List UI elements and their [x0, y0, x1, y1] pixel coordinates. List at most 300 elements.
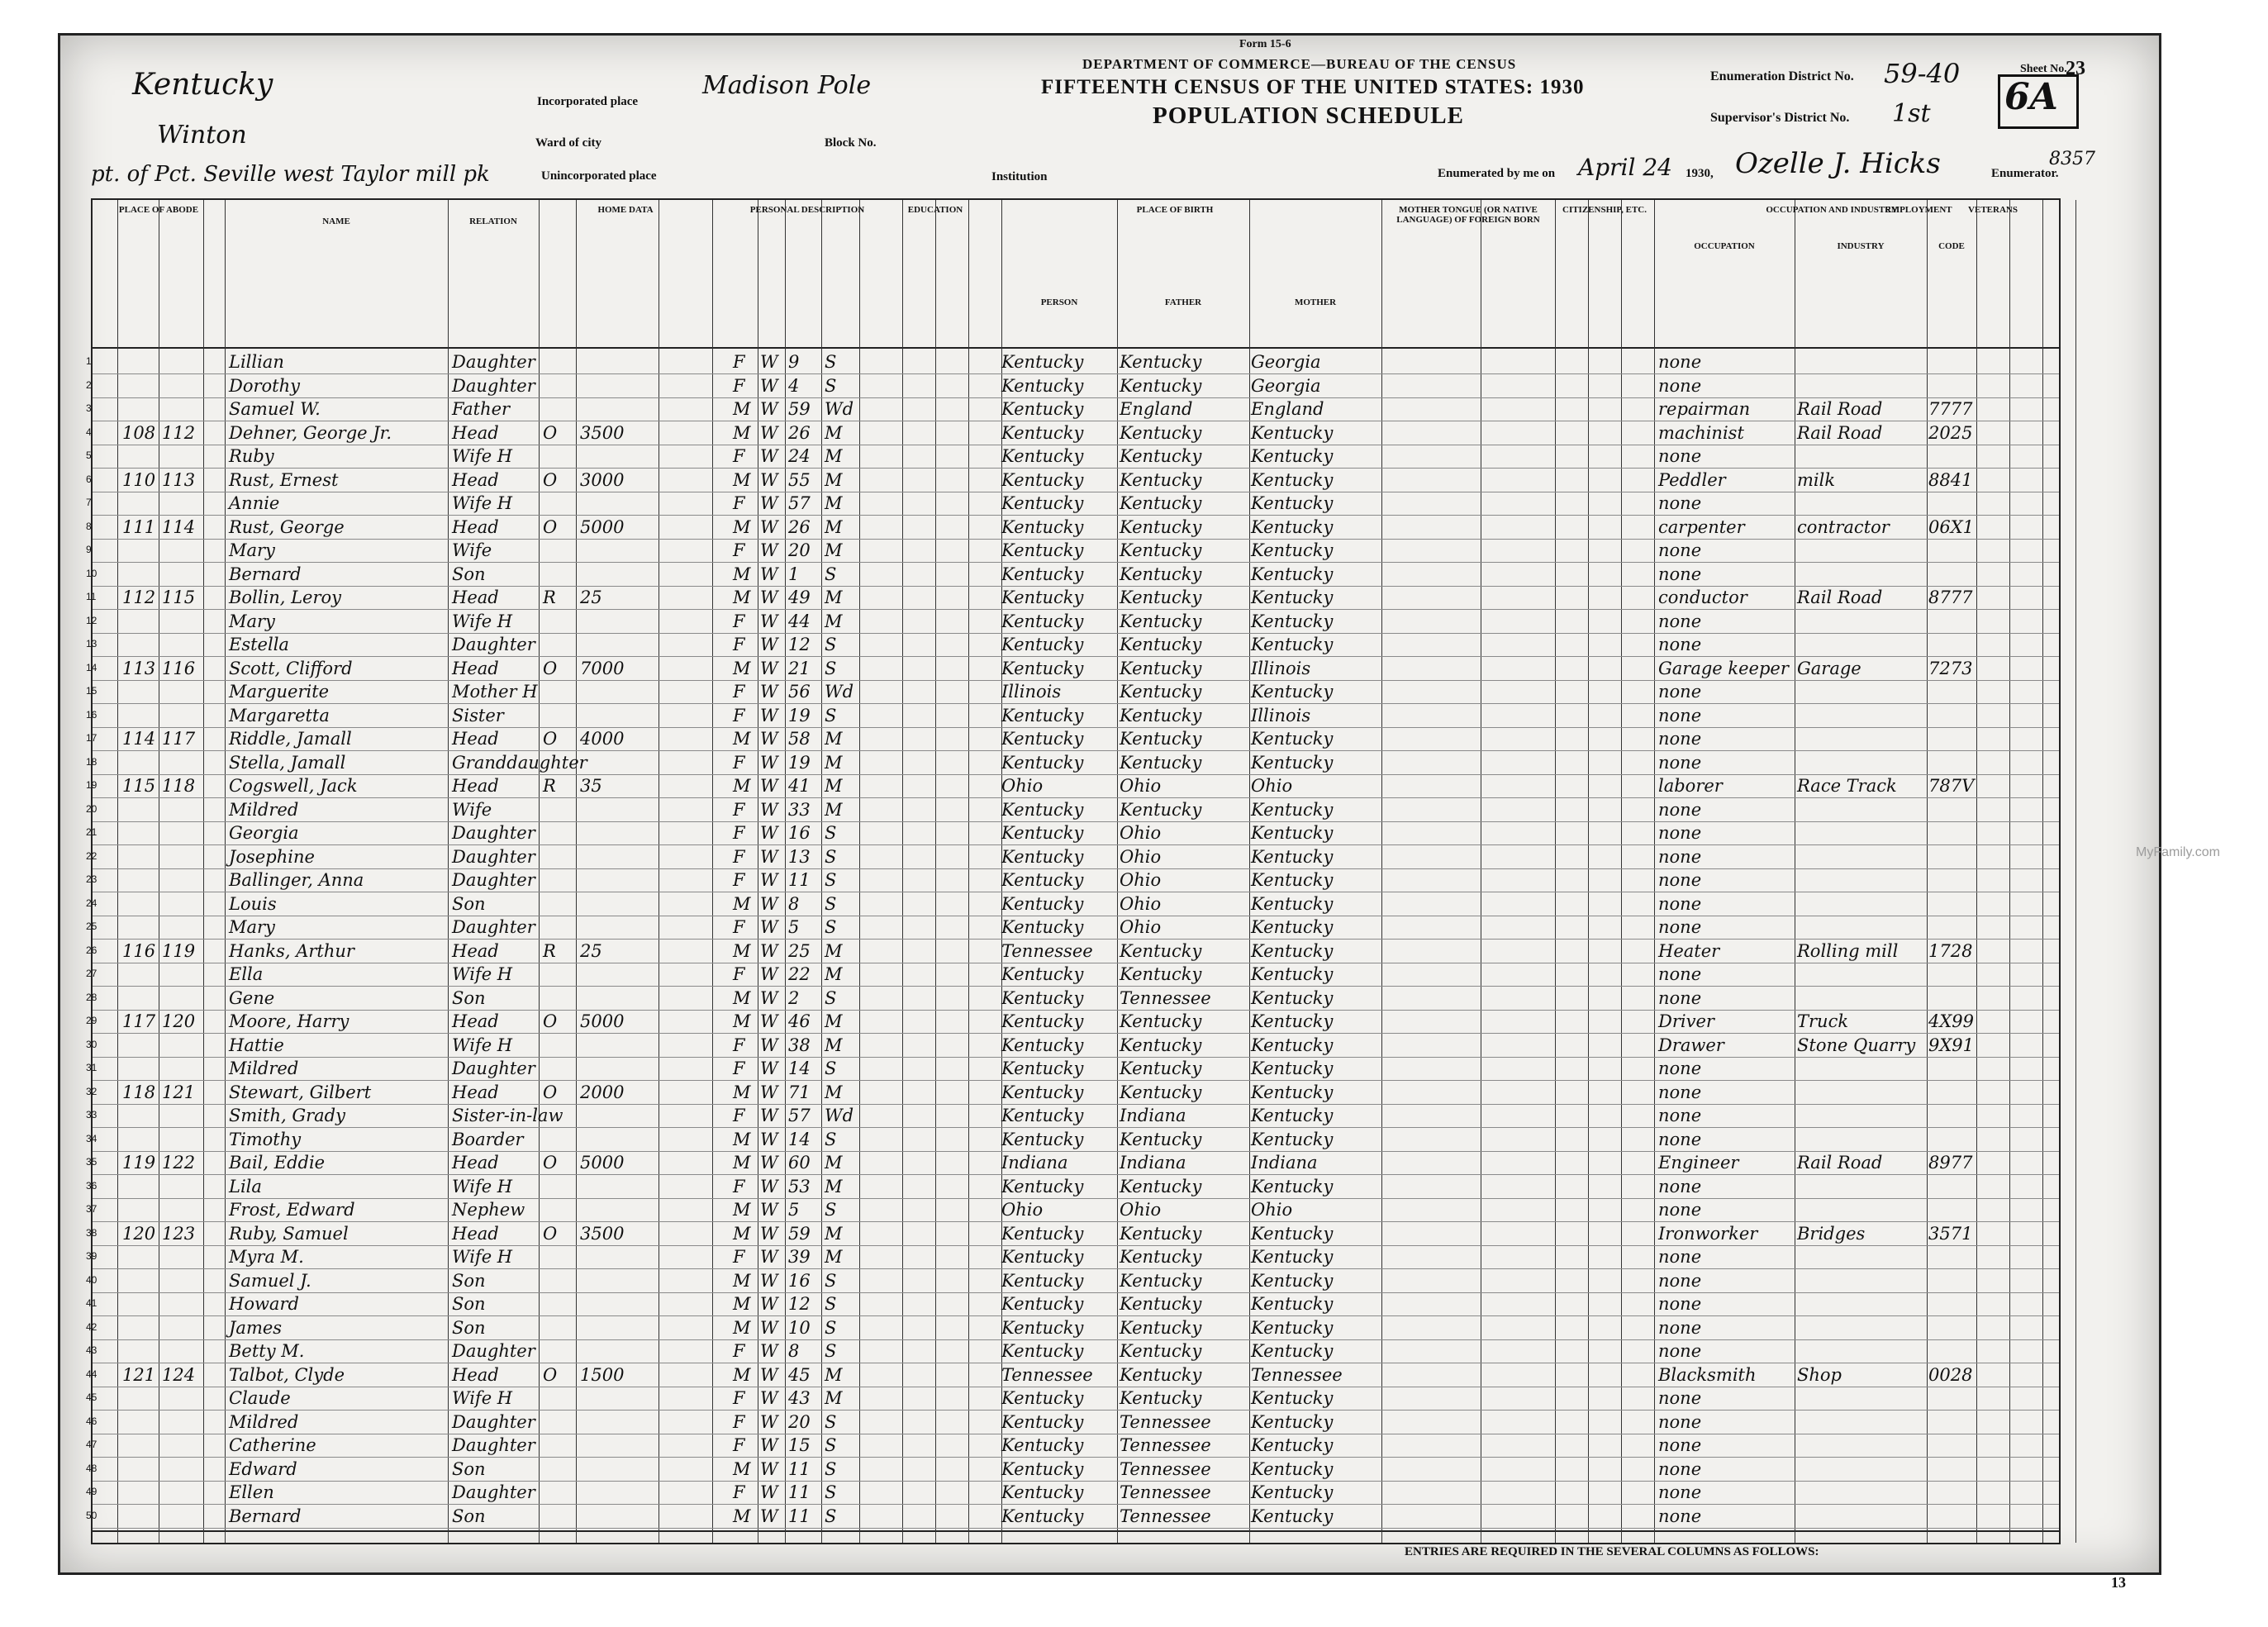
- row-occ: none: [1658, 917, 1702, 937]
- row-occ: laborer: [1658, 776, 1723, 796]
- row-line: 35: [86, 1156, 97, 1168]
- row-line: 3: [86, 402, 92, 414]
- row-dw: 115: [122, 776, 156, 796]
- row-line: 38: [86, 1226, 97, 1239]
- row-name: Bollin, Leroy: [229, 588, 342, 607]
- row-mb: Kentucky: [1251, 917, 1334, 937]
- row-name: Mary: [229, 540, 275, 560]
- row-name: Rust, Ernest: [229, 469, 339, 490]
- row-rel: Wife H: [452, 446, 513, 466]
- row-fam: 118: [162, 776, 196, 796]
- row-ind: Shop: [1797, 1364, 1842, 1385]
- enumeration-district-label: Enumeration District No.: [1710, 69, 1854, 83]
- row-val: 1500: [580, 1364, 625, 1385]
- enumerated-on-label: Enumerated by me on: [1438, 167, 1556, 180]
- row-sex: M: [733, 940, 751, 961]
- row-line: 23: [86, 873, 97, 885]
- row-pb: Kentucky: [1001, 917, 1084, 937]
- row-pb: Illinois: [1001, 682, 1062, 702]
- row-race: W: [760, 540, 778, 560]
- row-fb: Ohio: [1120, 1200, 1162, 1220]
- row-fb: Kentucky: [1120, 1129, 1202, 1149]
- row-mb: Kentucky: [1251, 1247, 1334, 1267]
- row-race: W: [760, 375, 778, 396]
- row-rel: Son: [452, 987, 486, 1008]
- row-mb: Georgia: [1251, 352, 1321, 372]
- row-fb: Ohio: [1120, 870, 1162, 890]
- row-rel: Sister-in-law: [452, 1106, 563, 1125]
- row-line: 37: [86, 1203, 97, 1215]
- row-rel: Son: [452, 893, 486, 914]
- row-age: 8: [788, 1341, 800, 1361]
- row-mb: Kentucky: [1251, 1082, 1334, 1102]
- row-ms: S: [825, 1129, 837, 1149]
- row-name: Estella: [229, 635, 289, 654]
- row-mb: England: [1251, 399, 1324, 419]
- row-pb: Kentucky: [1001, 1011, 1084, 1031]
- row-code: 8977: [1928, 1153, 1973, 1173]
- row-occ: none: [1658, 611, 1702, 631]
- row-own: R: [543, 940, 556, 961]
- row-age: 59: [788, 1223, 811, 1244]
- row-rel: Wife H: [452, 1035, 513, 1055]
- row-name: Claude: [229, 1388, 291, 1408]
- row-pb: Kentucky: [1001, 1129, 1084, 1149]
- row-ms: M: [825, 799, 843, 820]
- header-person: PERSON: [1040, 297, 1078, 307]
- row-age: 45: [788, 1364, 811, 1385]
- row-fb: Kentucky: [1120, 516, 1202, 537]
- row-name: Stella, Jamall: [229, 752, 346, 773]
- row-own: O: [543, 1364, 558, 1385]
- enumerator-number: 8357: [2049, 149, 2095, 169]
- table-row: [86, 987, 2059, 1010]
- row-race: W: [760, 1153, 778, 1173]
- row-own: O: [543, 729, 558, 749]
- row-fam: 116: [162, 658, 196, 678]
- row-val: 4000: [580, 729, 625, 749]
- header-code: CODE: [1938, 241, 1965, 251]
- row-race: W: [760, 422, 778, 443]
- row-race: W: [760, 1223, 778, 1244]
- row-ms: S: [825, 1435, 837, 1455]
- row-line: 45: [86, 1392, 97, 1403]
- row-ind: Garage: [1797, 658, 1861, 678]
- header-occupation-industry: OCCUPATION AND INDUSTRY: [1766, 205, 1898, 215]
- county-value: Winton: [157, 121, 247, 150]
- row-rel: Daughter: [452, 375, 535, 396]
- table-row: [86, 539, 2059, 562]
- table-row: [86, 586, 2059, 609]
- row-sex: F: [733, 1106, 745, 1125]
- row-pb: Kentucky: [1001, 352, 1084, 372]
- row-own: O: [543, 1011, 558, 1031]
- row-mb: Kentucky: [1251, 1129, 1334, 1149]
- table-row: [86, 963, 2059, 986]
- ward-label: Ward of city: [535, 136, 601, 150]
- row-val: 5000: [580, 516, 625, 537]
- row-fb: Kentucky: [1120, 1270, 1202, 1291]
- row-sex: F: [733, 799, 745, 820]
- row-name: Georgia: [229, 823, 299, 843]
- row-race: W: [760, 446, 778, 466]
- row-rel: Wife H: [452, 611, 513, 631]
- row-sex: M: [733, 1364, 751, 1385]
- row-mb: Tennessee: [1251, 1364, 1343, 1385]
- row-sex: F: [733, 493, 745, 513]
- row-pb: Kentucky: [1001, 799, 1084, 820]
- row-age: 19: [788, 752, 811, 773]
- header-name: NAME: [322, 216, 350, 226]
- row-dw: 120: [122, 1223, 156, 1244]
- row-sex: F: [733, 823, 745, 843]
- row-fb: Kentucky: [1120, 540, 1202, 560]
- row-rel: Daughter: [452, 1059, 535, 1078]
- row-fb: Ohio: [1120, 823, 1162, 843]
- row-name: Ellen: [229, 1482, 274, 1502]
- row-age: 14: [788, 1059, 811, 1078]
- row-sex: M: [733, 1082, 751, 1102]
- row-rel: Sister: [452, 705, 504, 725]
- row-occ: none: [1658, 564, 1702, 584]
- row-name: Ruby, Samuel: [229, 1223, 349, 1244]
- row-pb: Kentucky: [1001, 1223, 1084, 1244]
- row-ms: S: [825, 1317, 837, 1338]
- row-mb: Illinois: [1251, 658, 1311, 678]
- row-age: 55: [788, 469, 811, 490]
- row-line: 17: [86, 732, 97, 744]
- row-ind: Bridges: [1797, 1223, 1866, 1244]
- row-race: W: [760, 352, 778, 372]
- row-name: Annie: [229, 493, 280, 513]
- row-rel: Mother H: [452, 682, 538, 702]
- row-mb: Illinois: [1251, 705, 1311, 725]
- row-ms: S: [825, 987, 837, 1008]
- row-rel: Son: [452, 1294, 486, 1314]
- row-rel: Head: [452, 588, 499, 607]
- row-code: 7273: [1928, 658, 1973, 678]
- row-mb: Kentucky: [1251, 1458, 1334, 1479]
- row-age: 46: [788, 1011, 811, 1031]
- header-place-of-abode: PLACE OF ABODE: [118, 205, 199, 215]
- row-occ: none: [1658, 987, 1702, 1008]
- row-age: 19: [788, 705, 811, 725]
- row-fb: Tennessee: [1120, 1458, 1211, 1479]
- footer-note: ENTRIES ARE REQUIRED IN THE SEVERAL COLUMNS AS FOLLOWS:: [1405, 1545, 1819, 1558]
- row-race: W: [760, 1458, 778, 1479]
- row-own: O: [543, 658, 558, 678]
- row-name: Catherine: [229, 1435, 316, 1455]
- row-age: 56: [788, 682, 811, 702]
- table-row: [86, 1081, 2059, 1104]
- row-line: 22: [86, 849, 97, 862]
- row-age: 22: [788, 964, 811, 984]
- row-rel: Head: [452, 776, 499, 796]
- row-race: W: [760, 1341, 778, 1361]
- row-occ: none: [1658, 1411, 1702, 1432]
- row-mb: Kentucky: [1251, 1035, 1334, 1055]
- row-pb: Kentucky: [1001, 1506, 1084, 1526]
- row-sex: F: [733, 705, 745, 725]
- row-sex: M: [733, 1153, 751, 1173]
- row-rel: Daughter: [452, 823, 535, 843]
- row-ms: M: [825, 516, 843, 537]
- row-mb: Kentucky: [1251, 870, 1334, 890]
- row-fam: 120: [162, 1011, 196, 1031]
- row-ms: M: [825, 1035, 843, 1055]
- table-row: [86, 563, 2059, 586]
- row-fb: Indiana: [1120, 1106, 1186, 1125]
- row-occ: Garage keeper: [1658, 658, 1789, 678]
- table-row: [86, 1222, 2059, 1245]
- row-ms: S: [825, 564, 837, 584]
- row-sex: F: [733, 1482, 745, 1502]
- row-occ: none: [1658, 729, 1702, 749]
- table-row: [86, 1505, 2059, 1528]
- header-employment: EMPLOYMENT: [1885, 205, 1952, 215]
- row-race: W: [760, 658, 778, 678]
- form-number: Form 15-6: [1239, 38, 1291, 50]
- row-ms: M: [825, 422, 843, 443]
- table-row: [86, 845, 2059, 868]
- watermark: MyFamily.com: [2136, 845, 2220, 859]
- row-line: 32: [86, 1085, 97, 1097]
- row-race: W: [760, 752, 778, 773]
- row-age: 9: [788, 352, 800, 372]
- row-pb: Kentucky: [1001, 1247, 1084, 1267]
- row-occ: none: [1658, 1341, 1702, 1361]
- row-sex: F: [733, 635, 745, 654]
- row-line: 5: [86, 450, 92, 461]
- row-ind: Rail Road: [1797, 588, 1883, 607]
- row-race: W: [760, 516, 778, 537]
- row-fb: Kentucky: [1120, 705, 1202, 725]
- row-fb: Ohio: [1120, 846, 1162, 867]
- row-fb: Indiana: [1120, 1153, 1186, 1173]
- header-education: EDUCATION: [907, 205, 963, 215]
- row-race: W: [760, 635, 778, 654]
- row-name: Gene: [229, 987, 275, 1008]
- row-age: 60: [788, 1153, 811, 1173]
- row-pb: Kentucky: [1001, 540, 1084, 560]
- row-pb: Kentucky: [1001, 823, 1084, 843]
- row-sex: M: [733, 1223, 751, 1244]
- row-age: 13: [788, 846, 811, 867]
- row-line: 2: [86, 378, 92, 391]
- row-name: Mildred: [229, 799, 299, 820]
- row-pb: Kentucky: [1001, 588, 1084, 607]
- table-row: [86, 1316, 2059, 1339]
- row-line: 28: [86, 991, 97, 1003]
- row-mb: Kentucky: [1251, 729, 1334, 749]
- row-race: W: [760, 823, 778, 843]
- row-ms: S: [825, 1411, 837, 1432]
- row-race: W: [760, 846, 778, 867]
- table-row: [86, 1363, 2059, 1387]
- row-name: Mary: [229, 611, 275, 631]
- header-father: FATHER: [1164, 297, 1202, 307]
- row-age: 1: [788, 564, 800, 584]
- row-sex: M: [733, 1317, 751, 1338]
- row-occ: none: [1658, 1129, 1702, 1149]
- row-pb: Kentucky: [1001, 516, 1084, 537]
- row-rule: [93, 1528, 2059, 1529]
- row-race: W: [760, 964, 778, 984]
- row-name: Louis: [229, 893, 277, 914]
- row-mb: Kentucky: [1251, 1223, 1334, 1244]
- row-line: 33: [86, 1109, 97, 1120]
- row-race: W: [760, 1011, 778, 1031]
- supervisor-district-label: Supervisor's District No.: [1710, 111, 1850, 125]
- row-age: 16: [788, 1270, 811, 1291]
- row-occ: carpenter: [1658, 516, 1745, 537]
- row-fb: Kentucky: [1120, 422, 1202, 443]
- row-rel: Daughter: [452, 1411, 535, 1432]
- row-pb: Ohio: [1001, 1200, 1044, 1220]
- table-row: [86, 657, 2059, 680]
- row-age: 10: [788, 1317, 811, 1338]
- enumerator-name: Ozelle J. Hicks: [1735, 147, 1941, 180]
- row-ms: S: [825, 352, 837, 372]
- row-pb: Kentucky: [1001, 752, 1084, 773]
- row-ms: M: [825, 469, 843, 490]
- row-pb: Kentucky: [1001, 1106, 1084, 1125]
- row-name: Marguerite: [229, 682, 330, 702]
- row-ms: S: [825, 658, 837, 678]
- row-line: 19: [86, 779, 97, 791]
- row-code: 8777: [1928, 588, 1973, 607]
- row-pb: Kentucky: [1001, 399, 1084, 419]
- row-val: 3500: [580, 1223, 625, 1244]
- row-fb: Ohio: [1120, 917, 1162, 937]
- row-race: W: [760, 1388, 778, 1408]
- row-age: 71: [788, 1082, 811, 1102]
- row-mb: Kentucky: [1251, 564, 1334, 584]
- row-occ: none: [1658, 1106, 1702, 1125]
- row-mb: Kentucky: [1251, 1341, 1334, 1361]
- row-name: Timothy: [229, 1129, 302, 1149]
- table-row: [86, 774, 2059, 797]
- row-sex: F: [733, 682, 745, 702]
- row-ms: S: [825, 1458, 837, 1479]
- row-ms: Wd: [825, 1106, 854, 1125]
- row-line: 49: [86, 1486, 97, 1497]
- row-name: Moore, Harry: [229, 1011, 349, 1031]
- row-sex: F: [733, 870, 745, 890]
- row-pb: Kentucky: [1001, 1482, 1084, 1502]
- row-ms: M: [825, 964, 843, 984]
- header-home-data: HOME DATA: [597, 205, 654, 215]
- row-age: 57: [788, 1106, 811, 1125]
- row-fb: Kentucky: [1120, 1082, 1202, 1102]
- table-row: [86, 1339, 2059, 1363]
- row-ms: M: [825, 1388, 843, 1408]
- row-fb: Kentucky: [1120, 1247, 1202, 1267]
- row-ind: Rolling mill: [1797, 940, 1899, 961]
- row-line: 6: [86, 473, 92, 485]
- row-ms: S: [825, 1200, 837, 1220]
- page-number: 23: [2066, 58, 2085, 79]
- row-race: W: [760, 1317, 778, 1338]
- row-sex: F: [733, 1059, 745, 1078]
- row-rel: Daughter: [452, 917, 535, 937]
- row-ms: S: [825, 375, 837, 396]
- row-race: W: [760, 1482, 778, 1502]
- row-occ: machinist: [1658, 422, 1744, 443]
- table-row: [86, 1269, 2059, 1292]
- row-rel: Son: [452, 564, 486, 584]
- row-age: 41: [788, 776, 811, 796]
- row-occ: none: [1658, 1176, 1702, 1196]
- row-occ: Heater: [1658, 940, 1720, 961]
- row-rel: Wife H: [452, 493, 513, 513]
- row-age: 26: [788, 422, 811, 443]
- incorporated-place-value: Madison Pole: [702, 71, 872, 100]
- row-ms: S: [825, 893, 837, 914]
- row-mb: Kentucky: [1251, 1435, 1334, 1455]
- row-rel: Head: [452, 1011, 499, 1031]
- row-ms: M: [825, 729, 843, 749]
- row-mb: Kentucky: [1251, 1411, 1334, 1432]
- row-line: 1: [86, 355, 92, 367]
- enumerator-label: Enumerator.: [1991, 167, 2059, 180]
- row-rel: Head: [452, 1364, 499, 1385]
- row-line: 12: [86, 614, 97, 626]
- row-name: Mildred: [229, 1411, 299, 1432]
- row-name: Dehner, George Jr.: [229, 422, 392, 443]
- row-pb: Kentucky: [1001, 1458, 1084, 1479]
- row-occ: none: [1658, 1247, 1702, 1267]
- row-race: W: [760, 705, 778, 725]
- row-name: Margaretta: [229, 705, 330, 725]
- row-sex: M: [733, 469, 751, 490]
- row-pb: Kentucky: [1001, 1059, 1084, 1078]
- row-name: Mildred: [229, 1059, 299, 1078]
- row-race: W: [760, 940, 778, 961]
- row-line: 24: [86, 897, 97, 909]
- table-row: [86, 1245, 2059, 1268]
- table-row: [86, 516, 2059, 539]
- row-ms: S: [825, 870, 837, 890]
- row-sex: F: [733, 846, 745, 867]
- row-age: 16: [788, 823, 811, 843]
- table-row: [86, 1175, 2059, 1198]
- row-fb: Kentucky: [1120, 564, 1202, 584]
- row-dw: 114: [122, 729, 156, 749]
- row-sex: M: [733, 729, 751, 749]
- row-age: 24: [788, 446, 811, 466]
- row-own: R: [543, 588, 556, 607]
- row-name: Bail, Eddie: [229, 1153, 326, 1173]
- row-occ: Ironworker: [1658, 1223, 1758, 1244]
- row-occ: none: [1658, 493, 1702, 513]
- row-occ: Engineer: [1658, 1153, 1739, 1173]
- row-fam: 112: [162, 422, 196, 443]
- table-row: [86, 421, 2059, 445]
- row-pb: Kentucky: [1001, 1270, 1084, 1291]
- row-line: 10: [86, 567, 97, 579]
- row-name: Lillian: [229, 352, 284, 372]
- row-sex: F: [733, 1435, 745, 1455]
- header-place-of-birth: PLACE OF BIRTH: [1136, 205, 1214, 215]
- row-fam: 121: [162, 1082, 196, 1102]
- footer-rule: [93, 1530, 2059, 1532]
- row-line: 50: [86, 1509, 97, 1521]
- row-sex: F: [733, 917, 745, 937]
- row-pb: Kentucky: [1001, 1317, 1084, 1338]
- row-sex: M: [733, 516, 751, 537]
- row-own: O: [543, 516, 558, 537]
